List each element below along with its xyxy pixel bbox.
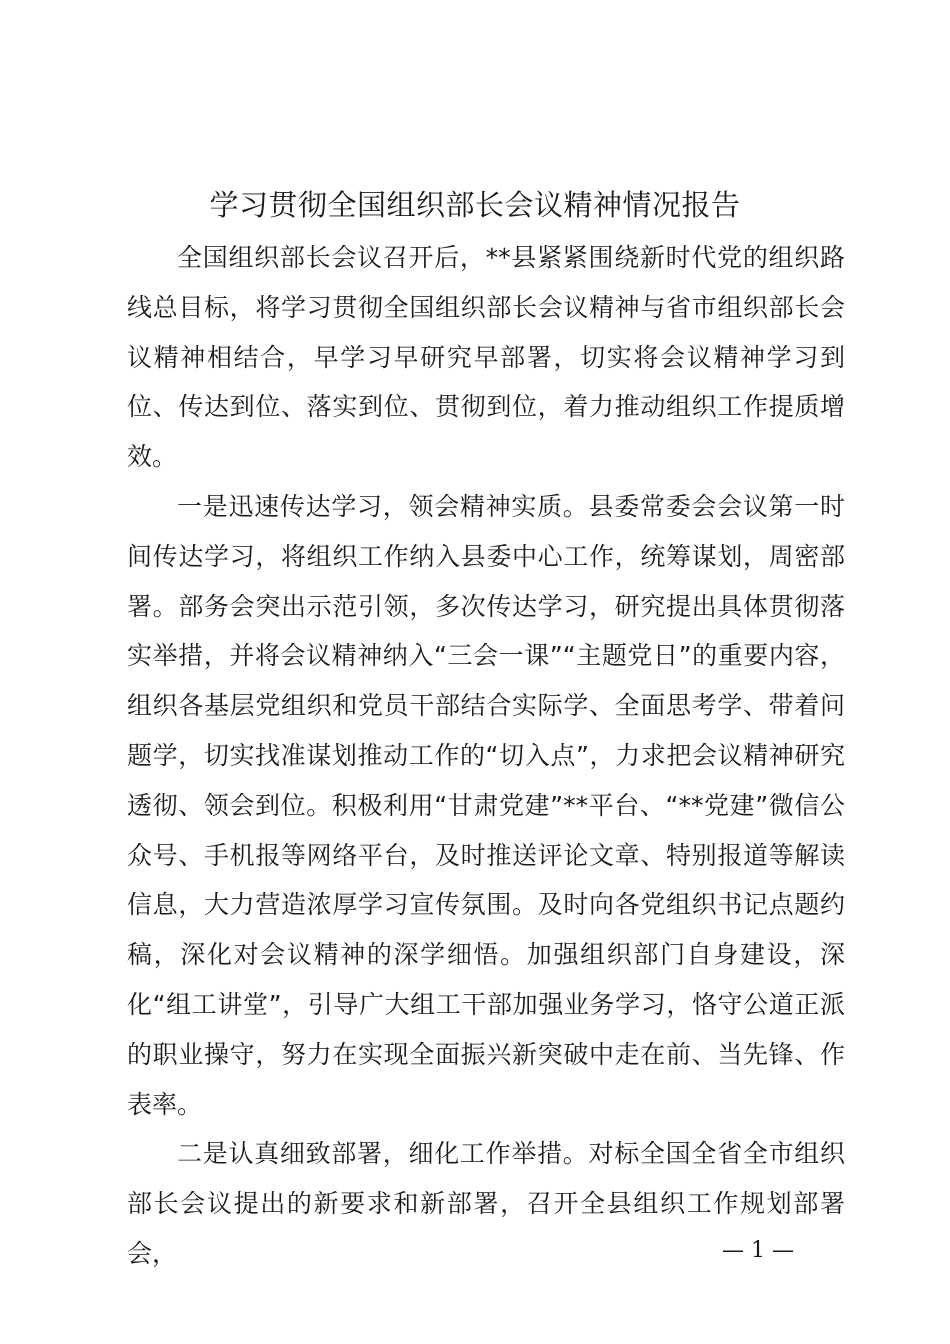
document-body [127,233,845,1279]
paragraph-section-two: 二是认真细致部署，细化工作举措。对标全国全省全市组织部长会议提出的新要求和新部署，召开全县组织工作规划部署会， [127,1139,845,1268]
page-number: — 1 — [722,1238,794,1263]
paragraph-section-one: 一是迅速传达学习，领会精神实质。县委常委会会议第一时间传达学习，将组织工作纳入县委中心工作，统筹谋划，周密部署。部务会突出示范引领，多次传达学习，研究提出具体贯彻落实举措，并将会议精神纳入“三会一课”“主题党日”的重要内容，组织各基层党组织和党员干部结合实际学、全面思考学、带着问题学，切实找准谋划推动工作的“切入点”，力求把会议精神研究透彻、领会到位。积极利用“甘肃党建”**平台、“**党建”微信公众号、手机报等网络平台，及时推送评论文章、特别报道等解读信息，大力营造浓厚学习宣传氛围。及时向各党组织书记点题约稿，深化对会议精神的深学细悟。加强组织部门自身建设，深化“组工讲堂”，引导广大组工干部加强业务学习，恪守公道正派的职业操守，努力在实现全面振兴新突破中走在前、当先锋、作表率。 [127,491,845,1119]
paragraph-intro: 全国组织部长会议召开后，**县紧紧围绕新时代党的组织路线总目标，将学习贯彻全国组织部长会议精神与省市组织部长会议精神相结合，早学习早研究早部署，切实将会议精神学习到位、传达到位、落实到位、贯彻到位，着力推动组织工作提质增效。 [127,243,845,472]
document-title: 学习贯彻全国组织部长会议精神情况报告 [209,188,741,222]
